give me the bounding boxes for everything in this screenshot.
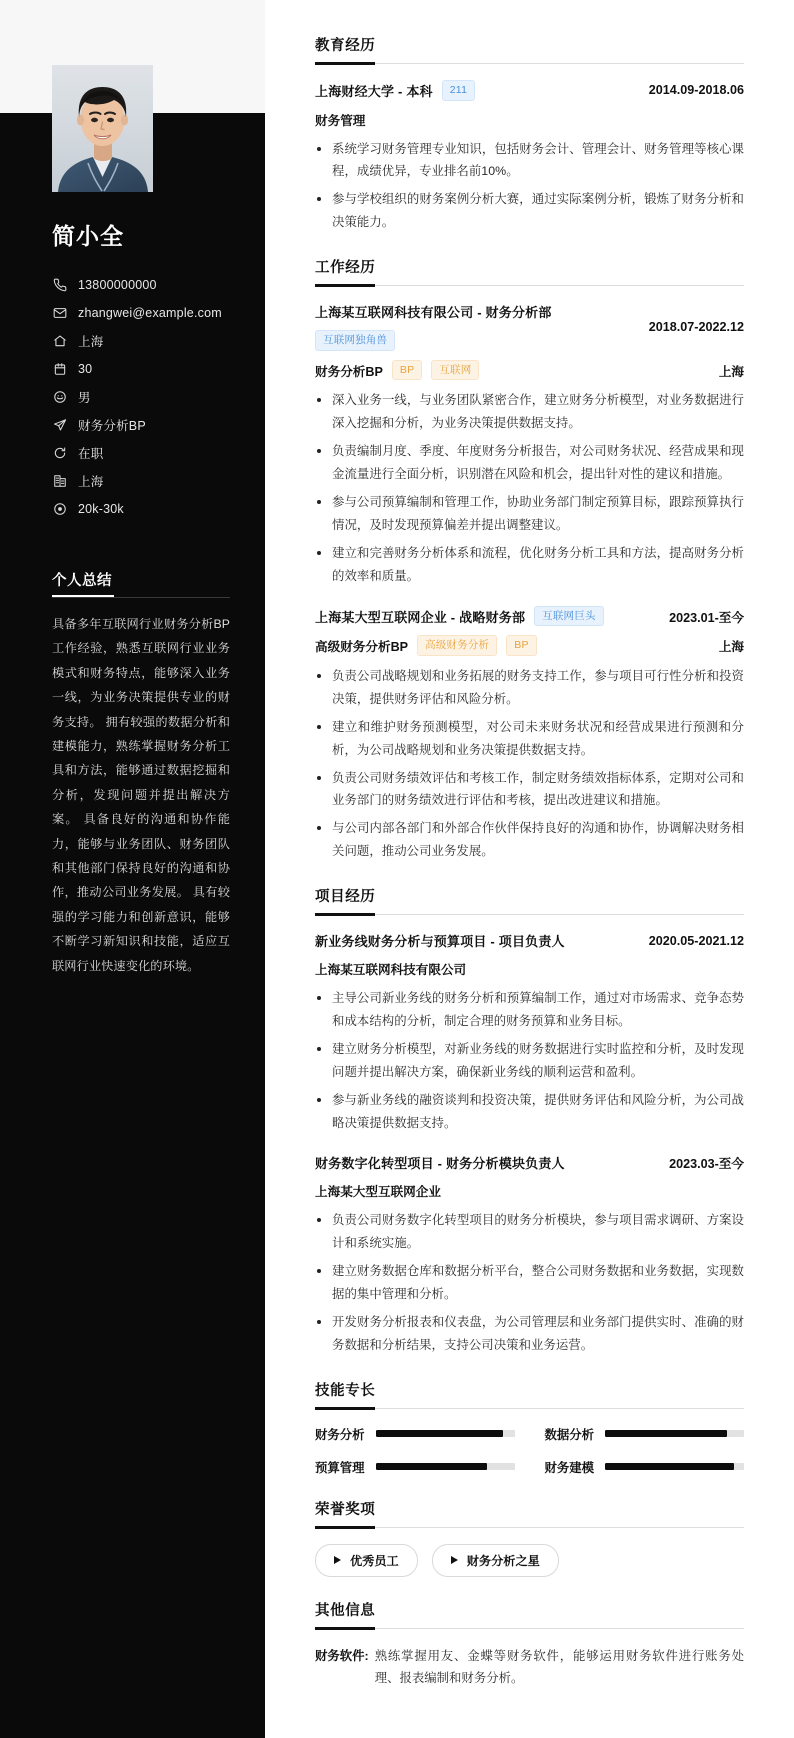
summary-title: 个人总结	[52, 569, 230, 597]
project-entry	[315, 931, 744, 1135]
skill-label: 财务分析	[315, 1427, 365, 1442]
contact-email	[52, 299, 237, 327]
list-item: 负责公司财务绩效评估和考核工作，制定财务绩效指标体系，定期对公司和业务部门的财务绩效进行评估和考核，提出改进建议和措施。	[315, 767, 744, 813]
list-item: 建立财务数据仓库和数据分析平台，整合公司财务数据和业务数据，实现数据的集中管理和分析。	[315, 1260, 744, 1306]
education-underline	[315, 63, 744, 64]
list-item: 负责公司财务数字化转型项目的财务分析模块，参与项目需求调研、方案设计和系统实施。	[315, 1209, 744, 1255]
work-role-left	[315, 635, 537, 656]
education-title: 教育经历	[315, 38, 376, 54]
contact-position-value: 财务分析BP	[78, 419, 146, 433]
skills-underline	[315, 1408, 744, 1409]
section-work	[315, 256, 744, 863]
project-bullets	[315, 987, 744, 1135]
other-info-row	[315, 1645, 744, 1691]
work-role-tag: BP	[392, 360, 422, 381]
home-icon	[52, 334, 67, 349]
summary-section	[52, 569, 230, 978]
work-head	[315, 256, 744, 286]
project-org: 上海某互联网科技有限公司	[315, 963, 467, 978]
other-title: 其他信息	[315, 1602, 376, 1619]
section-education	[315, 34, 744, 234]
projects-underline	[315, 914, 744, 915]
section-projects	[315, 885, 744, 1356]
section-skills	[315, 1379, 744, 1476]
contact-gender-value: 男	[78, 391, 91, 405]
contact-gender	[52, 383, 237, 411]
work-entry-left	[315, 606, 604, 627]
skill-item	[545, 1425, 745, 1443]
work-entry	[315, 606, 744, 864]
section-other-info	[315, 1599, 744, 1691]
work-company-tag: 互联网独角兽	[315, 330, 395, 351]
education-date: 2014.09-2018.06	[648, 83, 744, 98]
work-company: 上海某大型互联网企业 - 战略财务部	[315, 609, 526, 625]
honors-underline	[315, 1527, 744, 1528]
work-entry-left	[315, 302, 641, 351]
project-entry-left	[315, 1153, 565, 1172]
project-date: 2020.05-2021.12	[648, 933, 744, 948]
projects-title: 项目经历	[315, 889, 376, 906]
main-content	[265, 0, 794, 1738]
skill-progress-track	[605, 1463, 744, 1470]
send-icon	[52, 418, 67, 433]
honors-list	[315, 1544, 744, 1577]
skills-title: 技能专长	[315, 1382, 376, 1399]
work-role-tag: 高级财务分析	[417, 635, 497, 656]
skill-item	[315, 1458, 515, 1476]
work-date: 2023.01-至今	[669, 610, 744, 625]
contact-salary	[52, 495, 237, 523]
project-date: 2023.03-至今	[669, 1156, 744, 1171]
other-info-label: 财务软件:	[315, 1648, 369, 1663]
contact-city	[52, 327, 237, 355]
skill-progress-fill	[376, 1430, 504, 1437]
project-entry-left	[315, 931, 565, 950]
work-company-tag: 互联网巨头	[534, 606, 604, 627]
skill-progress-fill	[605, 1463, 734, 1470]
skill-label: 财务建模	[544, 1460, 595, 1475]
list-item: 与公司内部各部门和外部合作伙伴保持良好的沟通和协作，协调解决财务相关问题，推动公司业务发展。	[315, 817, 744, 863]
education-major: 财务管理	[315, 113, 366, 128]
project-name: 财务数字化转型项目 - 财务分析模块负责人	[315, 1155, 565, 1171]
work-company: 上海某互联网科技有限公司 - 财务分析部	[315, 305, 552, 321]
summary-divider	[52, 597, 230, 598]
projects-head	[315, 885, 744, 915]
play-triangle-icon	[451, 1556, 458, 1564]
list-item: 参与学校组织的财务案例分析大赛，通过实际案例分析，锻炼了财务分析和决策能力。	[315, 188, 744, 234]
education-entry-left	[315, 80, 475, 101]
target-icon	[52, 502, 67, 517]
contact-list	[52, 271, 237, 523]
skill-item	[545, 1458, 745, 1476]
envelope-icon	[52, 306, 67, 321]
contact-city-value: 上海	[78, 335, 104, 349]
work-role-row	[315, 360, 744, 381]
work-date: 2018.07-2022.12	[648, 319, 744, 334]
education-school: 上海财经大学 - 本科	[315, 83, 433, 99]
contact-status	[52, 439, 237, 467]
education-entry-header	[315, 80, 744, 101]
person-name: 简小全	[52, 223, 124, 249]
sidebar	[0, 0, 265, 1738]
list-item: 负责公司战略规划和业务拓展的财务支持工作，参与项目可行性分析和投资决策，提供财务评估和风险分析。	[315, 665, 744, 711]
work-location: 上海	[718, 640, 744, 654]
other-info-value: 熟练掌握用友、金蝶等财务软件，能够运用财务软件进行账务处理、报表编制和财务分析。	[374, 1648, 744, 1686]
contact-phone	[52, 271, 237, 299]
list-item: 建立财务分析模型，对新业务线的财务数据进行实时监控和分析，及时发现问题并提出解决方案，确保新业务线的顺利运营和盈利。	[315, 1038, 744, 1084]
list-item: 建立和完善财务分析体系和流程，优化财务分析工具和方法，提高财务分析的效率和质量。	[315, 542, 744, 588]
other-head	[315, 1599, 744, 1629]
list-item: 系统学习财务管理专业知识，包括财务会计、管理会计、财务管理等核心课程，成绩优异，专业排名前10%。	[315, 138, 744, 184]
honor-badge[interactable]	[432, 1544, 559, 1577]
work-role-tag: BP	[506, 635, 536, 656]
work-location: 上海	[718, 364, 744, 379]
work-role-tag: 互联网	[431, 360, 479, 381]
work-role-row	[315, 635, 744, 656]
honor-badge[interactable]	[315, 1544, 418, 1577]
contact-salary-value: 20k-30k	[78, 502, 124, 516]
skill-progress-fill	[376, 1463, 487, 1470]
work-bullets	[315, 389, 744, 588]
work-bullets	[315, 665, 744, 864]
calendar-icon	[52, 362, 67, 377]
list-item: 参与新业务线的融资谈判和投资决策，提供财务评估和风险分析，为公司战略决策提供数据支持。	[315, 1089, 744, 1135]
work-underline	[315, 285, 744, 286]
work-entry-header	[315, 302, 744, 351]
refresh-icon	[52, 446, 67, 461]
education-tag: 211	[442, 80, 475, 101]
project-org: 上海某大型互联网企业	[315, 1184, 441, 1199]
list-item: 建立和维护财务预测模型，对公司未来财务状况和经营成果进行预测和分析，为公司战略规划和业务决策提供数据支持。	[315, 716, 744, 762]
contact-status-value: 在职	[78, 447, 104, 461]
contact-email-value: zhangwei@example.com	[78, 306, 222, 320]
education-head	[315, 34, 744, 64]
contact-workplace-value: 上海	[78, 475, 104, 489]
summary-text: 具备多年互联网行业财务分析BP工作经验，熟悉互联网行业业务模式和财务特点，能够深入业务一线，为业务决策提供专业的财务支持。 拥有较强的数据分析和建模能力，熟练掌握财务分析工具和方法，能够通过数据挖掘和分析，发现问题并提出解决方案。 具备良好的沟通和协作能力，能够与业务团队、财务团队和其他部门保持良好的沟通和协作，推动公司业务发展。 具有较强的学习能力和创新意识，能够不断学习新知识和技能，适应互联网行业快速变化的环境。	[52, 617, 230, 973]
list-item: 主导公司新业务线的财务分析和预算编制工作，通过对市场需求、竞争态势和成本结构的分析，制定合理的财务预算和业务目标。	[315, 987, 744, 1033]
contact-workplace	[52, 467, 237, 495]
other-underline	[315, 1628, 744, 1629]
list-item: 深入业务一线，与业务团队紧密合作，建立财务分析模型，对业务数据进行深入挖掘和分析，为业务决策提供数据支持。	[315, 389, 744, 435]
contact-phone-value: 13800000000	[78, 278, 157, 292]
skills-grid	[315, 1425, 744, 1476]
project-bullets	[315, 1209, 744, 1357]
list-item: 参与公司预算编制和管理工作，协助业务部门制定预算目标，跟踪预算执行情况，及时发现预算偏差并提出调整建议。	[315, 491, 744, 537]
work-entry	[315, 302, 744, 588]
work-entry-header	[315, 606, 744, 627]
project-name: 新业务线财务分析与预算项目 - 项目负责人	[315, 934, 565, 950]
list-item: 开发财务分析报表和仪表盘，为公司管理层和业务部门提供实时、准确的财务数据和分析结果，支持公司决策和业务运营。	[315, 1311, 744, 1357]
work-role: 财务分析BP	[315, 364, 383, 379]
contact-age-value: 30	[78, 362, 93, 376]
honor-label: 财务分析之星	[466, 1553, 540, 1568]
project-entry-header	[315, 931, 744, 950]
skills-head	[315, 1379, 744, 1409]
contact-age	[52, 355, 237, 383]
education-bullets	[315, 138, 744, 235]
skill-label: 预算管理	[315, 1460, 365, 1475]
avatar-illustration	[52, 65, 153, 192]
avatar-wrapper	[28, 0, 237, 192]
honors-title: 荣誉奖项	[315, 1501, 376, 1518]
section-honors	[315, 1498, 744, 1577]
project-entry-header	[315, 1153, 744, 1172]
skill-label: 数据分析	[544, 1427, 595, 1442]
work-role-left	[315, 360, 479, 381]
work-role: 高级财务分析BP	[315, 640, 409, 654]
building-icon	[52, 474, 67, 489]
skill-item	[315, 1425, 515, 1443]
avatar	[52, 65, 153, 192]
honors-head	[315, 1498, 744, 1528]
play-triangle-icon	[334, 1556, 341, 1564]
work-title: 工作经历	[315, 260, 376, 277]
list-item: 负责编制月度、季度、年度财务分析报告，对公司财务状况、经营成果和现金流量进行全面分析，识别潜在风险和机会，提出针对性的建议和措施。	[315, 440, 744, 486]
project-entry	[315, 1153, 744, 1357]
skill-progress-track	[376, 1463, 515, 1470]
skill-progress-track	[376, 1430, 515, 1437]
honor-label: 优秀员工	[350, 1553, 399, 1568]
contact-position	[52, 411, 237, 439]
skill-progress-track	[605, 1430, 744, 1437]
phone-icon	[52, 278, 67, 293]
gender-icon	[52, 390, 67, 405]
skill-progress-fill	[605, 1430, 727, 1437]
education-entry	[315, 80, 744, 234]
